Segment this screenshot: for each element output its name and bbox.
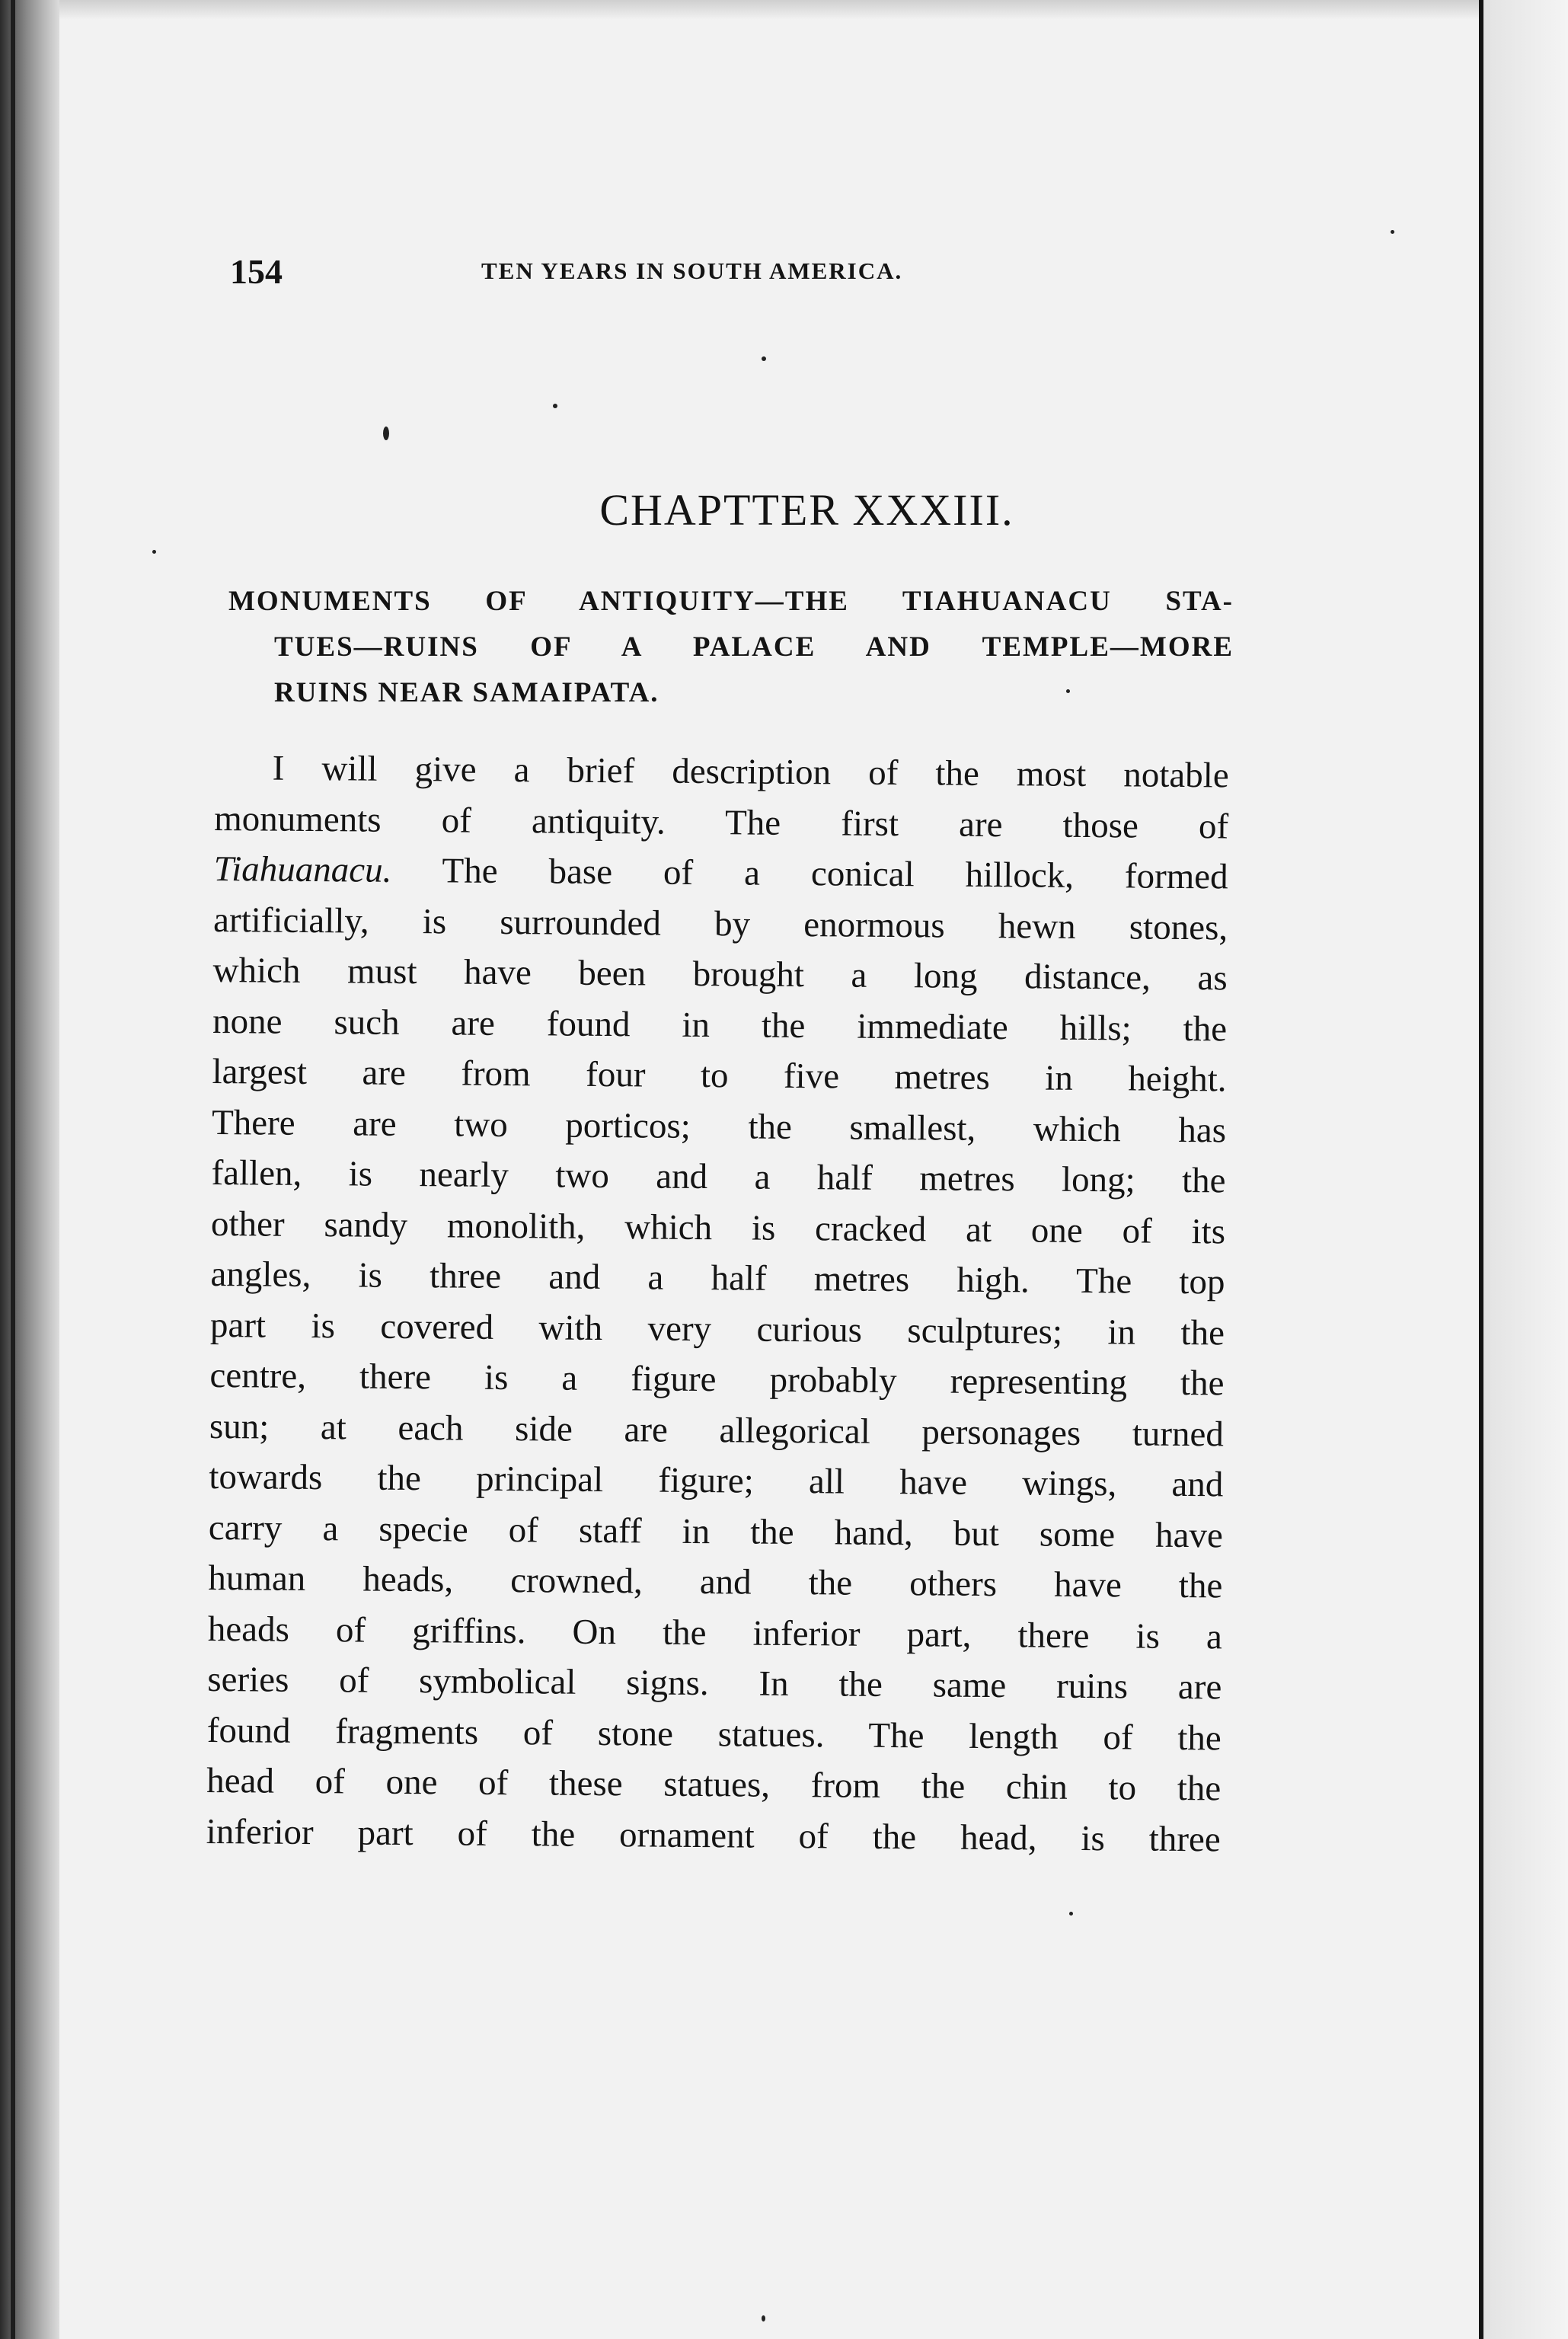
scan-speck xyxy=(383,427,389,440)
top-shadow xyxy=(59,0,1479,20)
body-line: series of symbolical signs. In the same ruins are xyxy=(207,1659,1222,1708)
chapter-synopsis xyxy=(228,579,1234,716)
scan-speck xyxy=(553,404,557,408)
body-line: head of one of these statues, from the chin to the xyxy=(206,1760,1222,1809)
chapter-title: CHAPTTER XXXIII. xyxy=(599,485,1014,535)
synopsis-line: TUES—RUINS OF A PALACE AND TEMPLE—MORE xyxy=(274,631,1234,663)
body-line: sun; at each side are allegorical personages turned xyxy=(209,1406,1225,1454)
body-line: inferior part of the ornament of the head, is three xyxy=(206,1811,1221,1859)
running-title: TEN YEARS IN SOUTH AMERICA. xyxy=(481,257,903,284)
body-line: none such are found in the immediate hills; the xyxy=(212,1001,1228,1049)
body-line: other sandy monolith, which is cracked at one of its xyxy=(210,1203,1226,1251)
scan-speck xyxy=(762,2315,765,2321)
body-line: which must have been brought a long distance, as xyxy=(212,950,1228,999)
body-line: fallen, is nearly two and a half metres long; the xyxy=(211,1152,1226,1201)
body-line: heads of griffins. On the inferior part, there is a xyxy=(207,1609,1223,1657)
adjacent-page xyxy=(1483,0,1568,2339)
body-line: human heads, crowned, and the others have the xyxy=(208,1558,1223,1606)
running-head xyxy=(0,251,1568,297)
body-line-text: The base of a conical hillock, formed xyxy=(442,851,1228,897)
scan-speck xyxy=(1066,689,1070,693)
scan-speck xyxy=(152,550,156,554)
synopsis-line: MONUMENTS OF ANTIQUITY—THE TIAHUANACU STA- xyxy=(228,586,1234,617)
page-number: 154 xyxy=(230,252,283,291)
scan-speck xyxy=(1069,1912,1073,1916)
body-line: There are two porticos; the smallest, which has xyxy=(211,1102,1227,1150)
body-line: part is covered with very curious sculptures; in the xyxy=(209,1305,1225,1353)
body-line: towards the principal figure; all have wings, and xyxy=(209,1456,1224,1505)
body-paragraph xyxy=(206,743,1229,1864)
scan-speck xyxy=(762,356,766,361)
body-line: I will give a brief description of the most notable xyxy=(272,748,1229,796)
body-line: carry a specie of staff in the hand, but some have xyxy=(208,1507,1224,1555)
body-line: largest are from four to five metres in height. xyxy=(212,1051,1227,1100)
scan-speck xyxy=(1391,230,1394,234)
body-line: centre, there is a figure probably representing the xyxy=(209,1355,1225,1404)
body-line: artificially, is surrounded by enormous hewn stones, xyxy=(212,899,1228,947)
synopsis-line: RUINS NEAR SAMAIPATA. xyxy=(274,677,659,708)
body-line xyxy=(213,844,1228,903)
italic-place-name: Tiahuanacu. xyxy=(213,848,392,890)
body-line: angles, is three and a half metres high. The top xyxy=(210,1254,1225,1302)
body-line: found fragments of stone statues. The length of the xyxy=(206,1710,1222,1758)
book-binding xyxy=(0,0,59,2339)
body-line: monuments of antiquity. The first are those of xyxy=(214,798,1229,846)
